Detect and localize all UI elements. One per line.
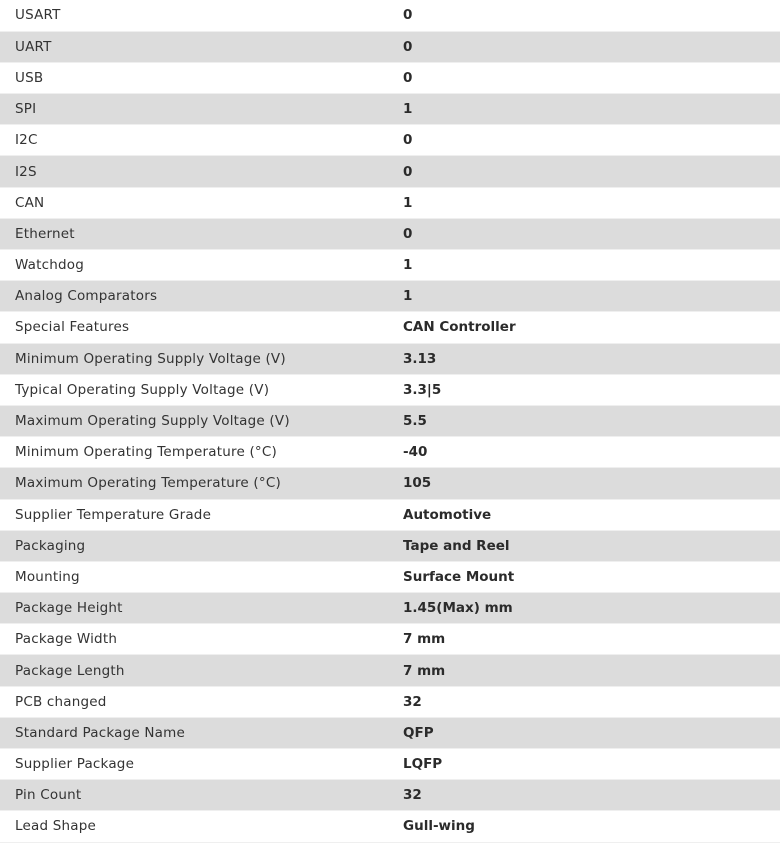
spec-row (0, 125, 780, 156)
spec-value: 0 (388, 31, 780, 62)
spec-name: Lead Shape (0, 811, 388, 842)
spec-value: 0 (388, 0, 780, 31)
spec-row (0, 62, 780, 93)
spec-value: 0 (388, 125, 780, 156)
spec-name: Supplier Package (0, 749, 388, 780)
spec-name: PCB changed (0, 686, 388, 717)
spec-name: Ethernet (0, 218, 388, 249)
spec-name: Analog Comparators (0, 281, 388, 312)
spec-value: 0 (388, 156, 780, 187)
spec-value: 1 (388, 187, 780, 218)
spec-value: 7 mm (388, 655, 780, 686)
spec-row (0, 593, 780, 624)
spec-value: -40 (388, 437, 780, 468)
spec-row (0, 31, 780, 62)
spec-value: 32 (388, 686, 780, 717)
spec-value: 0 (388, 218, 780, 249)
spec-row (0, 218, 780, 249)
spec-name: Minimum Operating Temperature (°C) (0, 437, 388, 468)
spec-name: Maximum Operating Temperature (°C) (0, 468, 388, 499)
spec-row (0, 717, 780, 748)
spec-name: Watchdog (0, 250, 388, 281)
spec-name: Special Features (0, 312, 388, 343)
spec-name: Maximum Operating Supply Voltage (V) (0, 405, 388, 436)
spec-value: Gull-wing (388, 811, 780, 842)
spec-value: Surface Mount (388, 561, 780, 592)
spec-row (0, 374, 780, 405)
spec-row (0, 0, 780, 31)
spec-row (0, 187, 780, 218)
spec-name: USART (0, 0, 388, 31)
spec-row (0, 780, 780, 811)
spec-value: Tape and Reel (388, 530, 780, 561)
spec-value: 5.5 (388, 405, 780, 436)
spec-row (0, 312, 780, 343)
spec-name: UART (0, 31, 388, 62)
spec-name: CAN (0, 187, 388, 218)
spec-row (0, 749, 780, 780)
spec-name: Typical Operating Supply Voltage (V) (0, 374, 388, 405)
spec-row (0, 156, 780, 187)
spec-row (0, 94, 780, 125)
spec-name: Package Width (0, 624, 388, 655)
spec-row (0, 686, 780, 717)
spec-value: Automotive (388, 499, 780, 530)
spec-row (0, 561, 780, 592)
spec-name: Minimum Operating Supply Voltage (V) (0, 343, 388, 374)
spec-value: 105 (388, 468, 780, 499)
spec-name: SPI (0, 94, 388, 125)
spec-name: Pin Count (0, 780, 388, 811)
spec-name: Package Height (0, 593, 388, 624)
spec-row (0, 250, 780, 281)
spec-name: Standard Package Name (0, 717, 388, 748)
spec-value: LQFP (388, 749, 780, 780)
spec-name: Supplier Temperature Grade (0, 499, 388, 530)
spec-value: CAN Controller (388, 312, 780, 343)
spec-value: 0 (388, 62, 780, 93)
spec-row (0, 499, 780, 530)
spec-row (0, 655, 780, 686)
spec-value: 1 (388, 250, 780, 281)
spec-name: Mounting (0, 561, 388, 592)
spec-row (0, 281, 780, 312)
spec-value: 1.45(Max) mm (388, 593, 780, 624)
spec-name: Packaging (0, 530, 388, 561)
spec-row (0, 811, 780, 842)
spec-value: 3.3|5 (388, 374, 780, 405)
spec-value: QFP (388, 717, 780, 748)
spec-row (0, 405, 780, 436)
spec-value: 1 (388, 281, 780, 312)
spec-row (0, 624, 780, 655)
spec-value: 7 mm (388, 624, 780, 655)
spec-name: I2S (0, 156, 388, 187)
spec-name: Package Length (0, 655, 388, 686)
spec-name: I2C (0, 125, 388, 156)
spec-value: 3.13 (388, 343, 780, 374)
spec-value: 1 (388, 94, 780, 125)
spec-name: USB (0, 62, 388, 93)
spec-row (0, 343, 780, 374)
spec-row (0, 530, 780, 561)
spec-row (0, 437, 780, 468)
spec-row (0, 468, 780, 499)
spec-value: 32 (388, 780, 780, 811)
